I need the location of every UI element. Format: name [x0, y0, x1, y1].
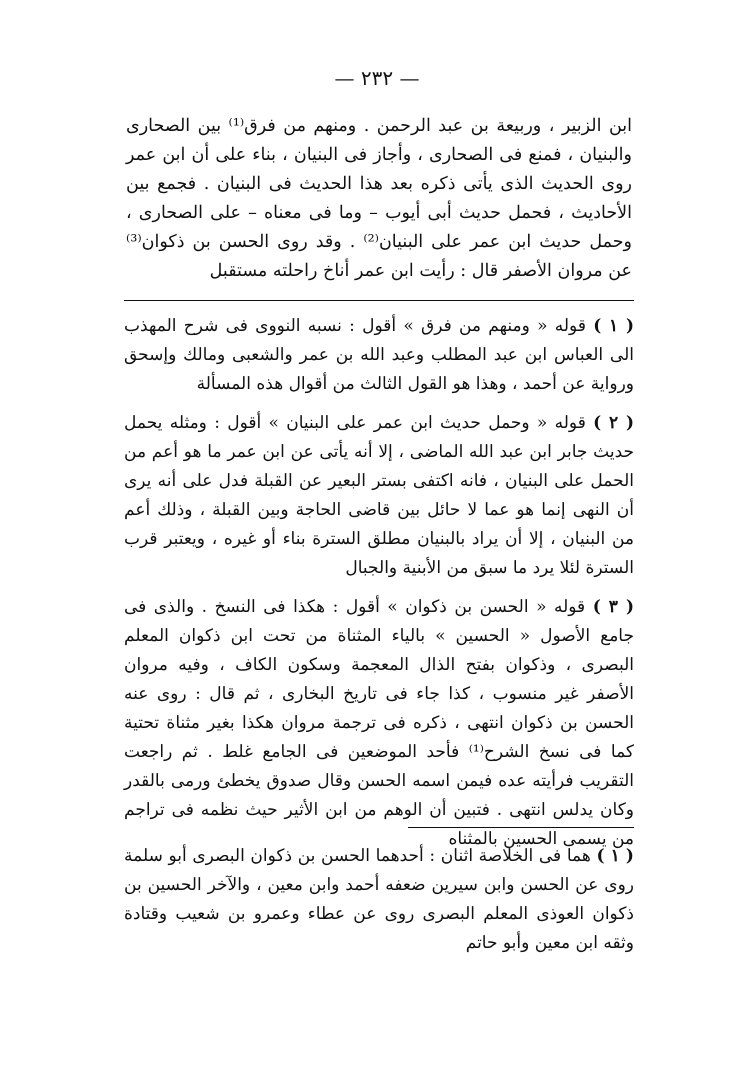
- subnotes: [124, 842, 634, 958]
- subnote-1: [124, 842, 634, 958]
- footnote-2-number: ( ٢ ): [593, 413, 634, 433]
- footnote-1-number: ( ١ ): [593, 316, 634, 336]
- footnote-3-number: ( ٣ ): [592, 597, 634, 617]
- main-text: [126, 112, 632, 286]
- footnote-3-text: قوله « الحسن بن ذكوان » أقول : هكذا فى النسخ . والذى فى جامع الأصول « الحسين » بالياء المثناة من تحت ابن ذكوان المعلم البصرى ، وذكوان بفتح الذال المعجمة وسكون الكاف ، وفيه مروان الأصفر غير منسوب ، كذا جاء فى تاريخ البخارى ، ثم قال : روى عنه الحسن بن ذكوان انتهى ، ذكره فى ترجمة مروان هكذا بغير مثناة تحتية كما فى نسخ الشرح⁽¹⁾ فأحد الموضعين فى الجامع غلط . ثم راجعت التقريب فرأيته عده فيمن اسمه الحسن وقال صدوق يخطئ ورمى بالقدر وكان يدلس انتهى . فتبين أن الوهم من ابن الأثير حيث نظمه فى تراجم من يسمى الحسين بالمثناه: [124, 597, 635, 849]
- subnote-1-text: هما فى الخلاصة اثنان : أحدهما الحسن بن ذكوان البصرى أبو سلمة روى عن الحسن وابن سيرين ضعفه أحمد وابن معين ، والآخر الحسين بن ذكوان العوذى المعلم البصرى روى عن عطاء وعمرو بن شعيب وقتادة وثقه ابن معين وأبو حاتم: [124, 846, 634, 953]
- footnote-2-text: قوله « وحمل حديث ابن عمر على البنيان » أقول : ومثله يحمل حديث جابر ابن عبد الله الماضى ، إلا أنه يأتى عن ابن عمر ما هو أعم من الحمل على البنيان ، فانه اكتفى بستر البعير عن القبلة فدل على أنه يرى أن النهى إنما هو عما لا حائل بين قاضى الحاجة وبين القبلة ، وذلك أعم من البنيان ، إلا أن يراد بالبنيان مطلق السترة بناء أو غيره ، ويعتبر قرب السترة لئلا يرد ما سبق من الأبنية والجبال: [124, 413, 634, 578]
- page-number: — ٢٣٢ —: [334, 66, 420, 90]
- footnotes: [124, 312, 634, 864]
- subnote-separator: [408, 827, 634, 828]
- footnote-separator: [124, 300, 634, 301]
- footnote-1-text: قوله « ومنهم من فرق » أقول : نسبه النووى فى شرح المهذب الى العباس ابن عبد المطلب وعبد الله بن عمر والشعبى ومالك وإسحق ورواية عن أحمد ، وهذا هو القول الثالث من أقوال هذه المسألة: [124, 316, 634, 394]
- main-paragraph: ابن الزبير ، وربيعة بن عبد الرحمن . ومنهم من فرق⁽¹⁾ بين الصحارى والبنيان ، فمنع فى الصحارى ، وأجاز فى البنيان ، بناء على أن ابن عمر روى الحديث الذى يأتى ذكره بعد هذا الحديث فى البنيان . فجمع بين الأحاديث ، فحمل حديث أبى أيوب – وما فى معناه – على الصحارى ، وحمل حديث ابن عمر على البنيان⁽²⁾ . وقد روى الحسن بن ذكوان⁽³⁾ عن مروان الأصفر قال : رأيت ابن عمر أناخ راحلته مستقبل: [126, 116, 632, 281]
- footnote-2: [124, 409, 634, 583]
- footnote-3: [124, 593, 634, 854]
- footnote-1: [124, 312, 634, 399]
- subnote-1-number: ( ١ ): [596, 846, 634, 866]
